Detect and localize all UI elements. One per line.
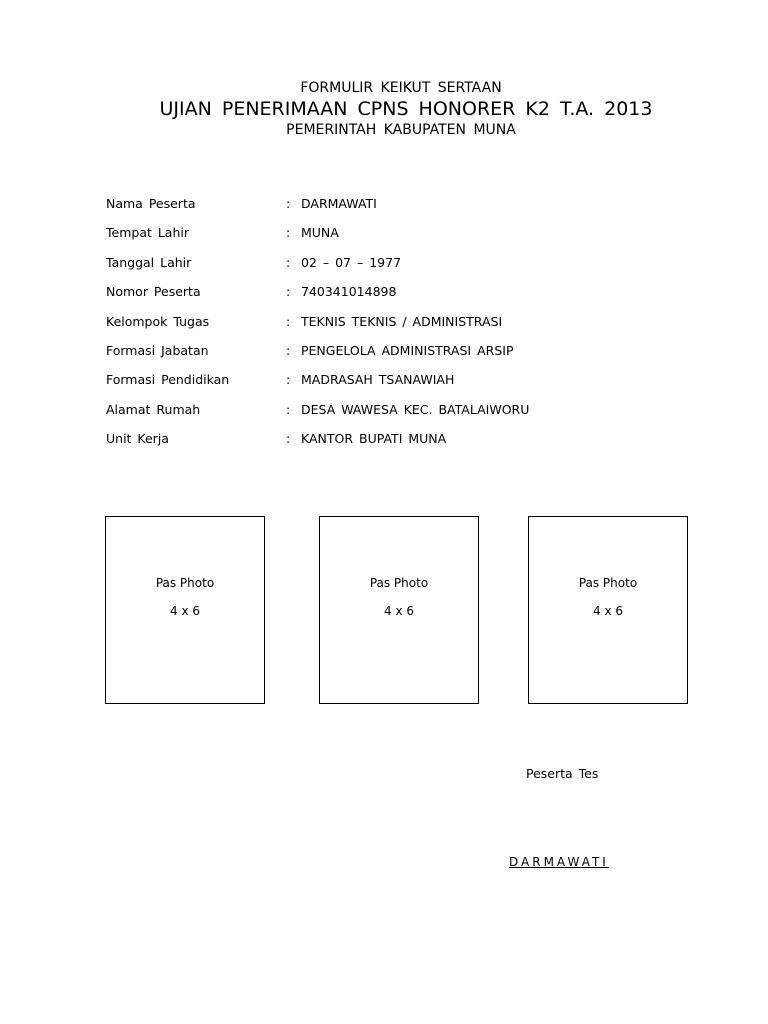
field-colon: : — [286, 254, 291, 270]
field-value: MADRASAH TSANAWIAH — [301, 372, 455, 388]
government-name: PEMERINTAH KABUPATEN MUNA — [286, 122, 516, 138]
field-colon: : — [286, 401, 291, 417]
field-value: 02 – 07 – 1977 — [301, 254, 402, 270]
field-label: Formasi Pendidikan — [106, 372, 230, 388]
photo-box — [528, 516, 688, 704]
field-value: MUNA — [301, 225, 339, 241]
photo-label: Pas Photo — [578, 576, 638, 590]
photo-size: 4 x 6 — [593, 604, 623, 618]
field-label: Tanggal Lahir — [106, 254, 192, 270]
signature-label: Peserta Tes — [526, 766, 599, 781]
photo-label: Pas Photo — [155, 576, 215, 590]
field-value: 740341014898 — [301, 284, 397, 300]
field-colon: : — [286, 372, 291, 388]
field-label: Unit Kerja — [106, 431, 169, 447]
field-label: Nama Peserta — [106, 196, 196, 211]
field-colon: : — [286, 342, 291, 358]
field-label: Kelompok Tugas — [106, 313, 210, 329]
field-label: Formasi Jabatan — [106, 342, 209, 358]
field-colon: : — [286, 196, 291, 211]
field-label: Tempat Lahir — [106, 225, 190, 241]
photo-size: 4 x 6 — [384, 604, 414, 618]
photo-box — [319, 516, 479, 704]
field-label: Alamat Rumah — [106, 401, 201, 417]
photo-label: Pas Photo — [369, 576, 429, 590]
field-colon: : — [286, 225, 291, 241]
field-value: KANTOR BUPATI MUNA — [301, 431, 447, 447]
field-colon: : — [286, 313, 291, 329]
field-value: PENGELOLA ADMINISTRASI ARSIP — [301, 342, 514, 358]
field-value: TEKNIS TEKNIS / ADMINISTRASI — [301, 313, 503, 329]
form-title: FORMULIR KEIKUT SERTAAN — [300, 80, 502, 96]
field-value: DARMAWATI — [301, 196, 377, 211]
photo-size: 4 x 6 — [170, 604, 200, 618]
field-value: DESA WAWESA KEC. BATALAIWORU — [301, 401, 530, 417]
field-colon: : — [286, 431, 291, 447]
field-colon: : — [286, 284, 291, 300]
signature-name: DARMAWATI — [509, 855, 609, 869]
photo-box — [105, 516, 265, 704]
exam-title: UJIAN PENERIMAAN CPNS HONORER K2 T.A. 2013 — [159, 98, 653, 120]
field-label: Nomor Peserta — [106, 284, 201, 300]
